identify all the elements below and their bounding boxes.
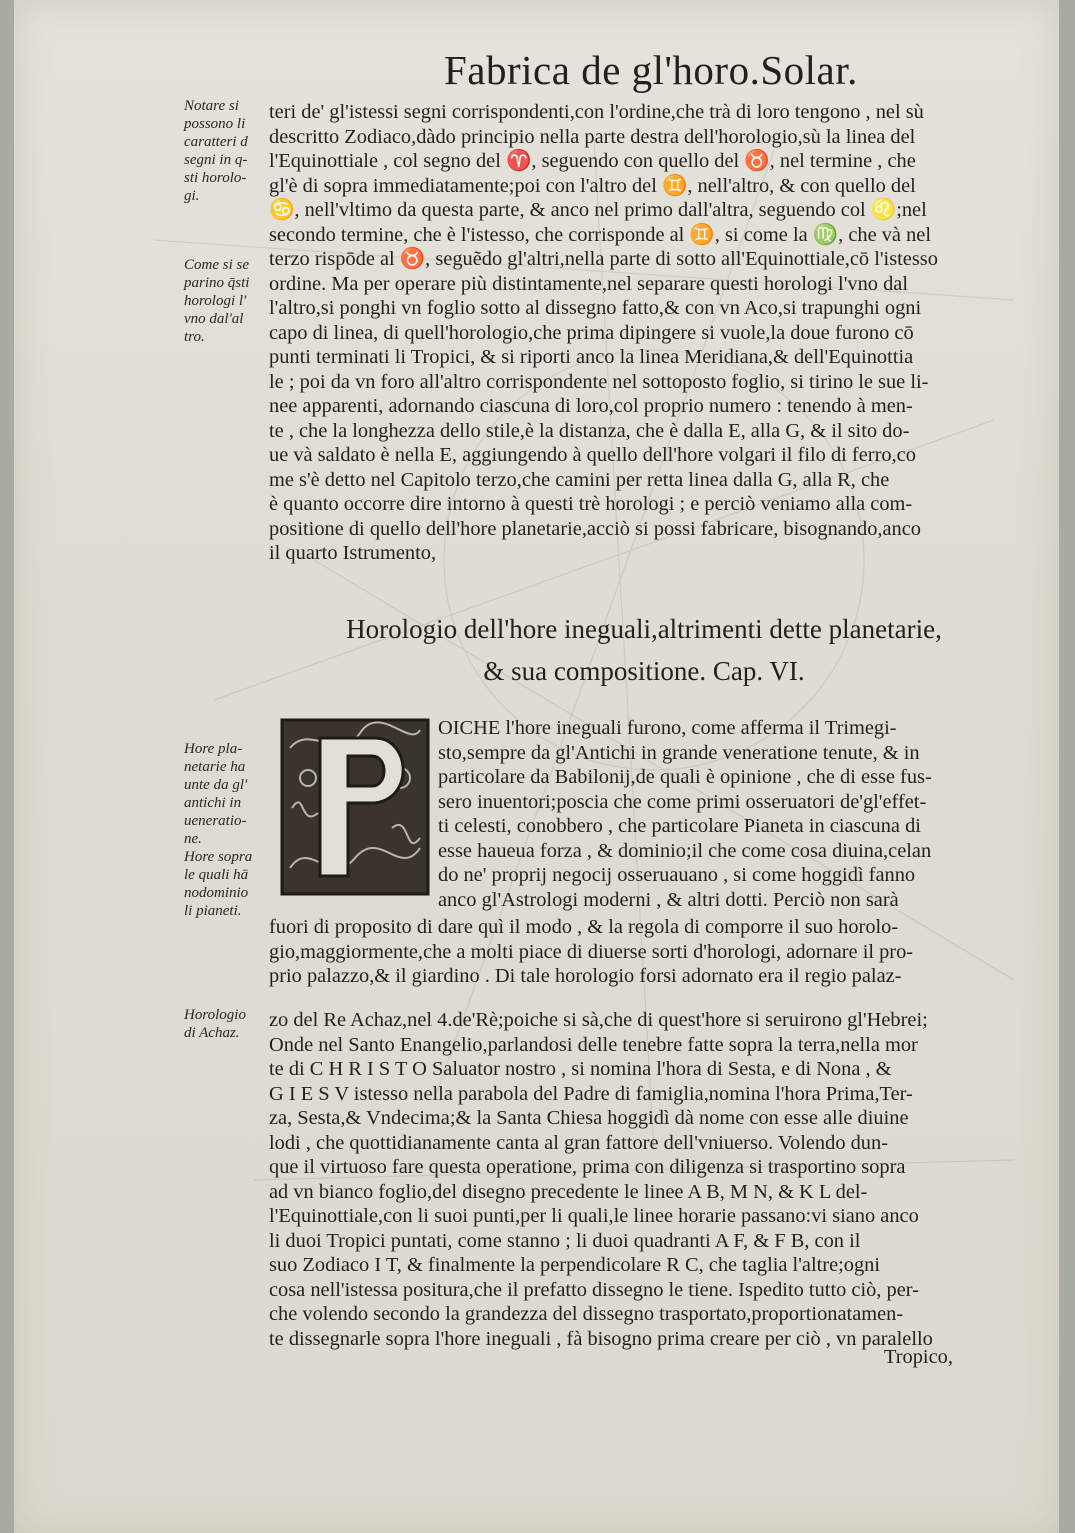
chapter-heading: [284, 608, 1004, 692]
margin-line: Notare si: [184, 98, 239, 114]
margin-note-1: [184, 97, 248, 205]
text-line: capo di linea, di quell'horologio,che prima dipingere si vuole,la doue furono cō: [269, 321, 914, 344]
body-paragraph-2-wide: [269, 915, 913, 989]
text-line: ue và saldato è nella E, aggiungendo à quello dell'hore volgari il filo di ferro,co: [269, 444, 916, 466]
text-line: fuori di proposito di dare quì il modo , & la regola di comporre il suo horolo-: [269, 916, 899, 938]
margin-line: li pianeti.: [184, 903, 242, 919]
margin-line: segni in q-: [184, 152, 248, 168]
text-line: teri de' gl'istessi segni corrispondenti,con l'ordine,che trà di loro tengono , nel sù: [269, 101, 924, 123]
text-line: te , che la longhezza dello stile,è la distanza, che è dalla E, alla G, & il sito do-: [269, 419, 910, 442]
text-line: secondo termine, che è l'istesso, che corrisponde al ♊, si come la ♍, che và nel: [269, 223, 931, 246]
text-line: me s'è detto nel Capitolo terzo,che camini per retta linea dalla G, alla R, che: [269, 468, 890, 491]
margin-line: antichi in: [184, 795, 242, 811]
body-paragraph-1: [269, 100, 938, 566]
text-line: te dissegnarle sopra l'hore ineguali , fà bisogno prima creare per ciò , vn paralello: [269, 1327, 933, 1350]
margin-note-4: [184, 1006, 246, 1042]
margin-note-3: [184, 740, 252, 920]
book-page: [14, 0, 1059, 1533]
text-line: terzo rispōde al ♉, seguẽdo gl'altri,nella parte di sotto all'Equinottiale,cō l'istesso: [269, 248, 938, 270]
text-line: OICHE l'hore ineguali furono, come afferma il Trimegi-: [438, 717, 897, 739]
text-line: do ne' proprij negocij osseruauano , si come hoggidì fanno: [438, 864, 916, 886]
text-line: ordine. Ma per operare più distintamente,nel separare questi horologi l'vno dal: [269, 272, 908, 295]
margin-line: Hore sopra: [184, 849, 253, 865]
margin-line: nodominio: [184, 885, 249, 901]
text-line: ti celesti, conobbero , che particolare Pianeta in ciascuna di: [438, 815, 921, 837]
margin-line: horologi l': [184, 293, 247, 309]
margin-note-2: [184, 256, 249, 346]
text-line: zo del Re Achaz,nel 4.de'Rè;poiche si sà,che di quest'hore si seruirono gl'Hebrei;: [269, 1009, 928, 1031]
margin-line: vno dal'al: [184, 311, 244, 327]
margin-line: caratteri d: [184, 134, 248, 150]
text-line: descritto Zodiaco,dàdo principio nella parte destra dell'horologio,sù la linea del: [269, 125, 916, 148]
text-line: l'altro,si ponghi vn foglio sotto al dissegno fatto,& con vn Aco,si trapunghi ogni: [269, 297, 922, 319]
text-line: prio palazzo,& il giardino . Di tale horologio forsi adornato era il regio palaz-: [269, 965, 902, 987]
text-line: positione di quello dell'hore planetarie,acciò si possi fabricare, bisognando,anco: [269, 517, 922, 540]
text-line: lodi , che quottidianamente canta al gran fattore dell'vniuerso. Volendo dun-: [269, 1131, 888, 1154]
chapter-heading-line: & sua compositione. Cap. VI.: [483, 656, 805, 686]
margin-line: gi.: [184, 188, 200, 204]
margin-line: Horologio: [184, 1007, 246, 1023]
body-paragraph-3: [269, 1008, 933, 1351]
text-line: particolare da Babilonij,de quali è opinione , che di esse fus-: [438, 766, 932, 788]
body-paragraph-2-indented: [438, 716, 932, 912]
margin-line: di Achaz.: [184, 1025, 240, 1041]
decorated-initial-p: [280, 718, 430, 896]
margin-line: netarie ha: [184, 759, 246, 775]
text-line: li duoi Tropici puntati, come stanno ; li duoi quadranti A F, & F B, con il: [269, 1229, 861, 1252]
text-line: que il virtuoso fare questa operatione, prima con diligenza si trasportino sopra: [269, 1156, 906, 1178]
text-line: anco gl'Astrologi moderni , & altri dotti. Perciò non sarà: [438, 888, 899, 911]
text-line: sero inuentori;poscia che come primi osseruatori de'gl'effet-: [438, 790, 927, 813]
text-line: l'Equinottiale,con li suoi punti,per li quali,le linee horarie passano:vi siano anco: [269, 1205, 919, 1227]
text-line: le ; poi da vn foro all'altro corrispondente nel sottoposto foglio, si tirino le sue li-: [269, 370, 929, 393]
text-line: cosa nell'istessa positura,che il prefatto dissegno le tiene. Ispedito tutto ciò, per-: [269, 1278, 919, 1301]
text-line: te di C H R I S T O Saluator nostro , si nomina l'hora di Sesta, e di Nona , &: [269, 1058, 892, 1080]
text-line: nee apparenti, adornando ciascuna di loro,col proprio numero : tenendo à men-: [269, 395, 913, 417]
text-line: G I E S V istesso nella parabola del Padre di famiglia,nomina l'hora Prima,Ter-: [269, 1082, 913, 1105]
text-line: che volendo secondo la grandezza del dissegno trasportato,proportionatamen-: [269, 1303, 904, 1325]
text-line: gl'è di sopra immediatamente;poi con l'altro del ♊, nell'altro, & con quello del: [269, 174, 916, 197]
catchword: Tropico,: [884, 1346, 953, 1368]
margin-line: Come si se: [184, 257, 249, 273]
text-line: sto,sempre da gl'Antichi in grande veneratione tenute, & in: [438, 741, 920, 764]
margin-line: sti horolo-: [184, 170, 247, 186]
margin-line: ne.: [184, 831, 202, 847]
running-title: Fabrica de gl'horo.Solar.: [444, 47, 858, 93]
text-line: il quarto Istrumento,: [269, 542, 437, 564]
margin-line: tro.: [184, 329, 205, 345]
text-line: l'Equinottiale , col segno del ♈, seguendo con quello del ♉, nel termine , che: [269, 150, 916, 172]
margin-line: le quali hā: [184, 867, 249, 883]
text-line: punti terminati li Tropici, & si riporti anco la linea Meridiana,& dell'Equinottia: [269, 346, 914, 368]
margin-line: parino q̄sti: [184, 275, 250, 291]
margin-line: ueneratio-: [184, 813, 247, 829]
text-line: za, Sesta,& Vndecima;& la Santa Chiesa hoggidì dà nome con esse alle diuine: [269, 1107, 909, 1129]
text-line: ad vn bianco foglio,del disegno precedente le linee A B, M N, & K L del-: [269, 1180, 868, 1203]
text-line: ♋, nell'vltimo da questa parte, & anco nel primo dall'altra, seguendo col ♌;nel: [269, 199, 927, 221]
text-line: Onde nel Santo Enangelio,parlandosi delle tenebre fatte sopra la terra,nella mor: [269, 1033, 918, 1056]
margin-line: possono li: [184, 116, 246, 132]
text-line: suo Zodiaco I T, & finalmente la perpendicolare R C, che taglia l'altre;ogni: [269, 1254, 881, 1276]
margin-line: Hore pla-: [184, 741, 243, 757]
chapter-heading-line: Horologio dell'hore ineguali,altrimenti dette planetarie,: [346, 614, 942, 644]
margin-line: unte da gl': [184, 777, 248, 793]
text-line: esse haueua forza , & dominio;il che come cosa diuina,celan: [438, 839, 932, 862]
text-line: gio,maggiormente,che a molti piace di diuerse sorti d'horologi, adornare il pro-: [269, 940, 914, 963]
text-line: è quanto occorre dire intorno à questi trè horologi ; e perciò veniamo alla com-: [269, 493, 913, 515]
